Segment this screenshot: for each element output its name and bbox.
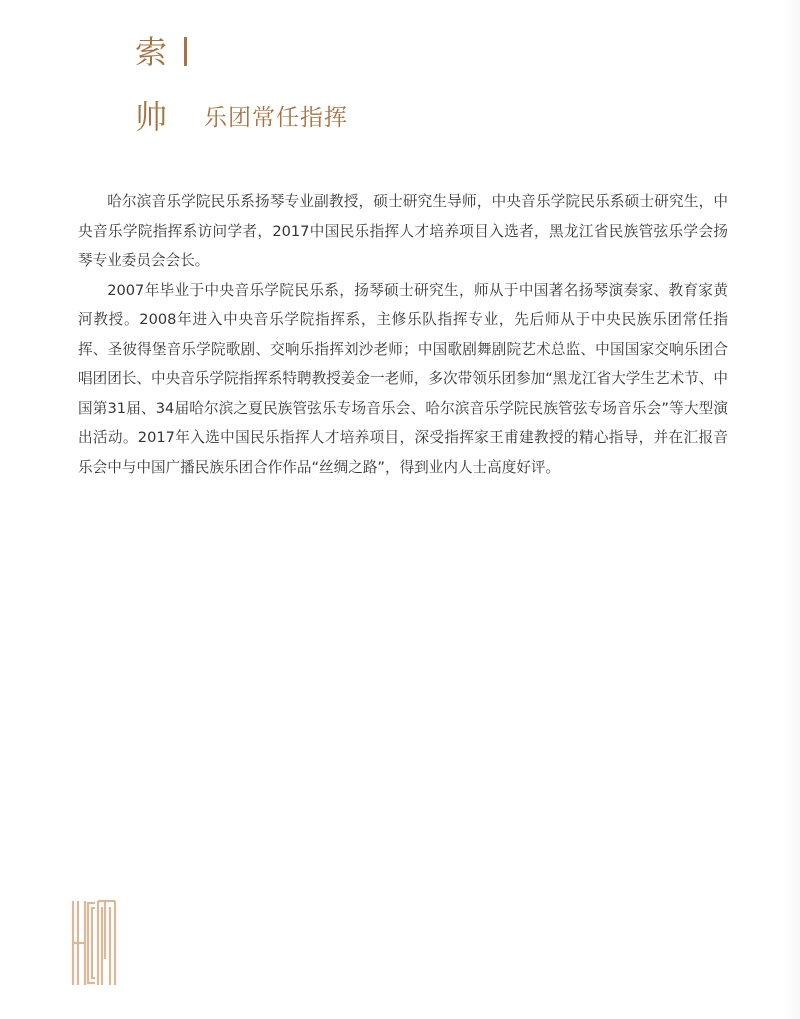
hcm-monogram-logo <box>71 899 117 991</box>
bio-section <box>78 187 728 482</box>
hcm-monogram-icon <box>71 899 117 987</box>
name-char-surname: 索 <box>135 33 168 71</box>
page-edge <box>782 0 800 1019</box>
name-divider-bar <box>184 37 187 66</box>
name-char-given: 帅 <box>135 98 168 136</box>
bio-paragraph: 2007年毕业于中央音乐学院民乐系，扬琴硕士研究生，师从于中国著名扬琴演奏家、教育家黄河教授。2008年进入中央音乐学院指挥系，主修乐队指挥专业，先后师从于中央民族乐团常任指挥、圣彼得堡音乐学院歌剧、交响乐指挥刘沙老师；中国歌剧舞剧院艺术总监、中国国家交响乐团合唱团团长、中央音乐学院指挥系特聘教授姜金一老师，多次带领乐团参加“黑龙江省大学生艺术节、中国第31届、34届哈尔滨之夏民族管弦乐专场音乐会、哈尔滨音乐学院民族管弦专场音乐会”等大型演出活动。2017年入选中国民乐指挥人才培养项目，深受指挥家王甫建教授的精心指导，并在汇报音乐会中与中国广播民族乐团合作作品“丝绸之路”，得到业内人士高度好评。 <box>78 281 728 476</box>
bio-paragraph: 哈尔滨音乐学院民乐系扬琴专业副教授，硕士研究生导师，中央音乐学院民乐系硕士研究生，中央音乐学院指挥系访问学者，2017中国民乐指挥人才培养项目入选者，黑龙江省民族管弦乐学会扬琴专业委员会会长。 <box>78 193 728 269</box>
role-title: 乐团常任指挥 <box>204 105 348 131</box>
